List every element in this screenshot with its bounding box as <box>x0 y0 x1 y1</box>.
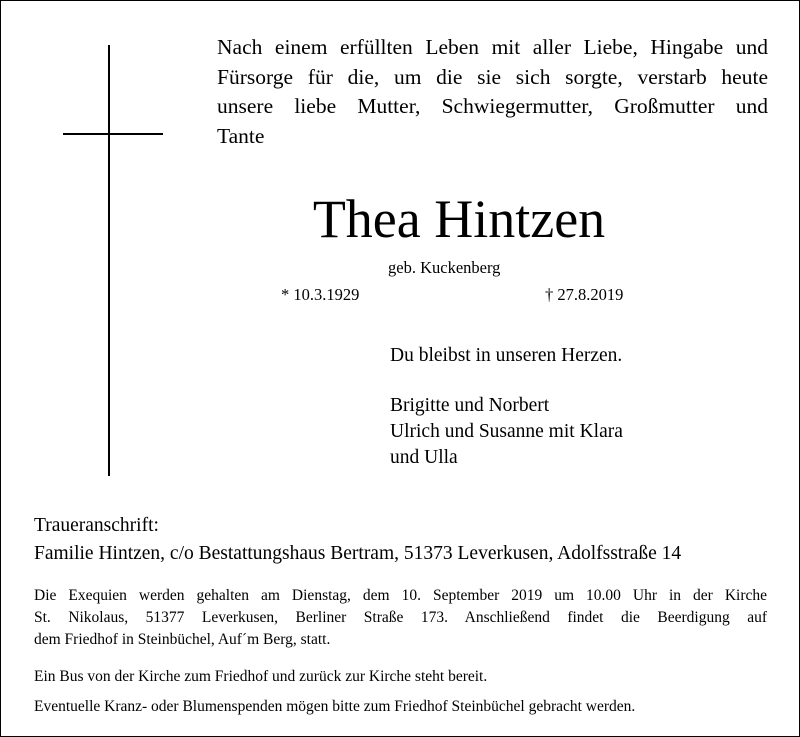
death-date: † 27.8.2019 <box>545 285 624 304</box>
intro-text <box>217 33 768 151</box>
exequies-line: Die Exequien werden gehalten am Dienstag, dem 10. September 2019 um 10.00 Uhr in der Kirche <box>34 587 767 604</box>
exequies-line: dem Friedhof in Steinbüchel, Auf´m Berg, statt. <box>34 631 331 648</box>
family-line: Ulrich und Susanne mit Klara <box>390 421 623 442</box>
exequies-line: St. Nikolaus, 51377 Leverkusen, Berliner Straße 173. Anschließend findet die Beerdigung auf <box>34 609 767 626</box>
intro-line: Tante <box>217 123 265 148</box>
cross-icon-horizontal-bar <box>63 133 163 135</box>
bus-note: Ein Bus von der Kirche zum Friedhof und zurück zur Kirche steht bereit. <box>34 668 488 685</box>
intro-line: Nach einem erfüllten Leben mit aller Liebe, Hingabe und <box>217 35 768 59</box>
family-line: Brigitte und Norbert <box>390 395 550 416</box>
birth-date: * 10.3.1929 <box>281 285 360 304</box>
motto: Du bleibst in unseren Herzen. <box>390 345 623 366</box>
address-label: Traueranschrift: <box>34 515 159 536</box>
address-text: Familie Hintzen, c/o Bestattungshaus Bertram, 51373 Leverkusen, Adolfsstraße 14 <box>34 543 682 564</box>
intro-line: unsere liebe Mutter, Schwiegermutter, Großmutter und <box>217 94 768 118</box>
maiden-name: geb. Kuckenberg <box>388 258 501 277</box>
flowers-note: Eventuelle Kranz- oder Blumenspenden mögen bitte zum Friedhof Steinbüchel gebracht werden. <box>34 698 636 715</box>
deceased-name: Thea Hintzen <box>312 189 606 249</box>
intro-line: Fürsorge für die, um die sie sich sorgte, verstarb heute <box>217 64 768 89</box>
cross-icon-vertical-bar <box>108 45 110 476</box>
family-signature <box>390 393 623 471</box>
exequies-text <box>34 585 767 651</box>
family-line: und Ulla <box>390 447 458 468</box>
